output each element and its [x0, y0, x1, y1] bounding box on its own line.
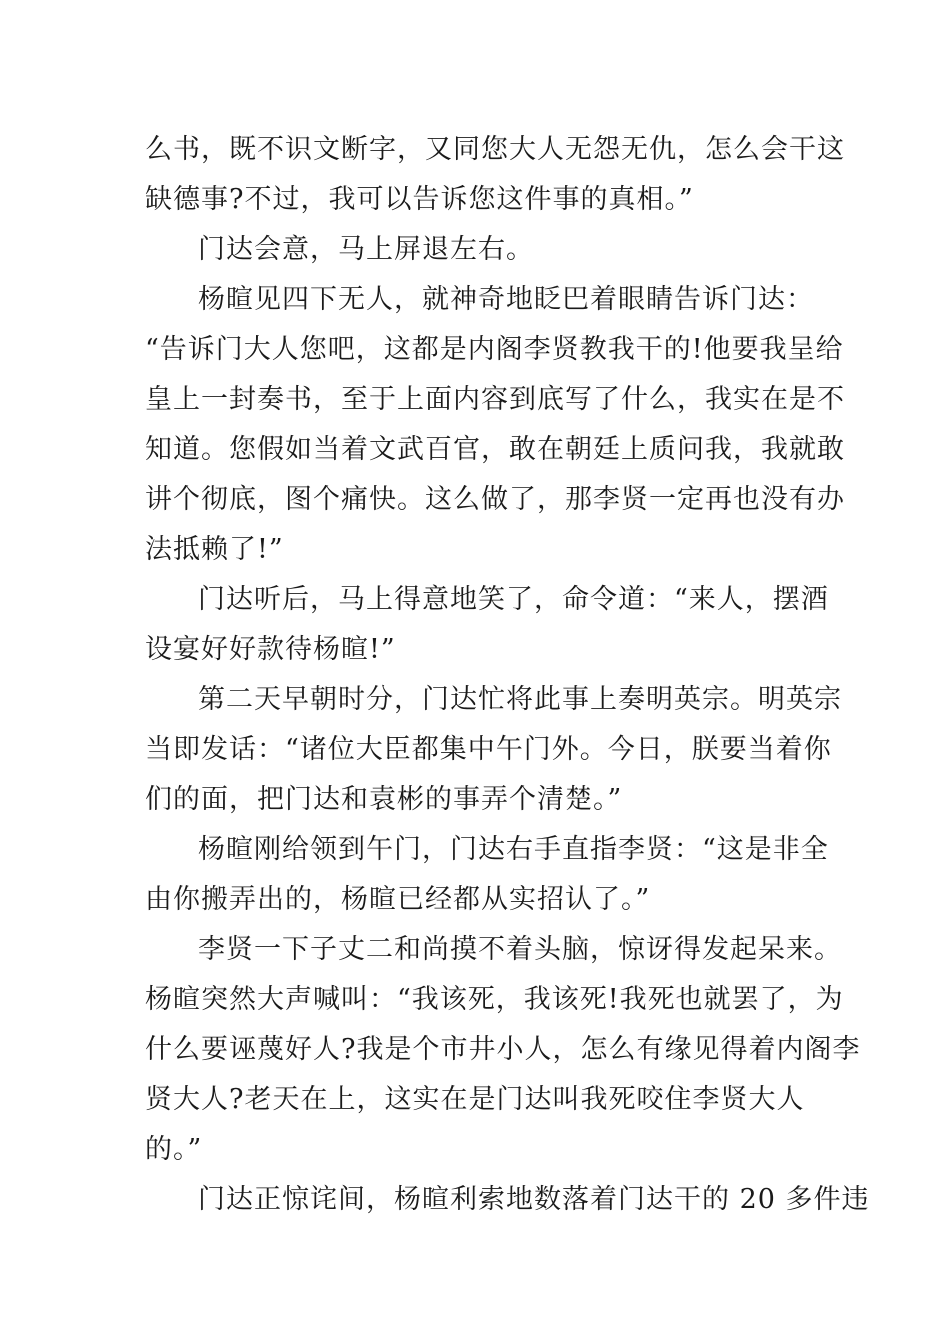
text-line: 第二天早朝时分，门达忙将此事上奏明英宗。明英宗 [198, 684, 842, 715]
text-line: 李贤一下子丈二和尚摸不着头脑，惊讶得发起呆来。 [198, 934, 842, 965]
text-line: 设宴好好款待杨暄!” [145, 634, 396, 665]
text-line: 么书，既不识文断字，又同您大人无怨无仇，怎么会干这 [145, 134, 845, 165]
text-line: 知道。您假如当着文武百官，敢在朝廷上质问我，我就敢 [145, 434, 845, 465]
text-line: 门达会意，马上屏退左右。 [198, 234, 534, 265]
text-line: “告诉门大人您吧，这都是内阁李贤教我干的!他要我呈给 [145, 334, 844, 365]
text-line: 缺德事?不过，我可以告诉您这件事的真相。” [145, 184, 694, 215]
text-line: 门达听后，马上得意地笑了，命令道：“来人，摆酒 [198, 584, 829, 615]
text-line: 杨暄刚给领到午门，门达右手直指李贤：“这是非全 [198, 834, 829, 865]
text-line: 杨暄见四下无人，就神奇地眨巴着眼睛告诉门达： [198, 284, 814, 315]
text-line: 杨暄突然大声喊叫：“我该死，我该死!我死也就罢了，为 [145, 984, 844, 1015]
text-line: 什么要诬蔑好人?我是个市井小人，怎么有缘见得着内阁李 [145, 1034, 861, 1065]
text-line: 门达正惊诧间，杨暄利索地数落着门达干的 20 多件违 [198, 1184, 870, 1215]
text-line: 的。” [145, 1134, 203, 1165]
text-line: 由你搬弄出的，杨暄已经都从实招认了。” [145, 884, 651, 915]
text-line: 法抵赖了!” [145, 534, 284, 565]
text-line: 贤大人?老天在上，这实在是门达叫我死咬住李贤大人 [145, 1084, 805, 1115]
text-line: 们的面，把门达和袁彬的事弄个清楚。” [145, 784, 623, 815]
text-line: 讲个彻底，图个痛快。这么做了，那李贤一定再也没有办 [145, 484, 845, 515]
text-line: 皇上一封奏书，至于上面内容到底写了什么，我实在是不 [145, 384, 845, 415]
text-line: 当即发话：“诸位大臣都集中午门外。今日，朕要当着你 [145, 734, 832, 765]
